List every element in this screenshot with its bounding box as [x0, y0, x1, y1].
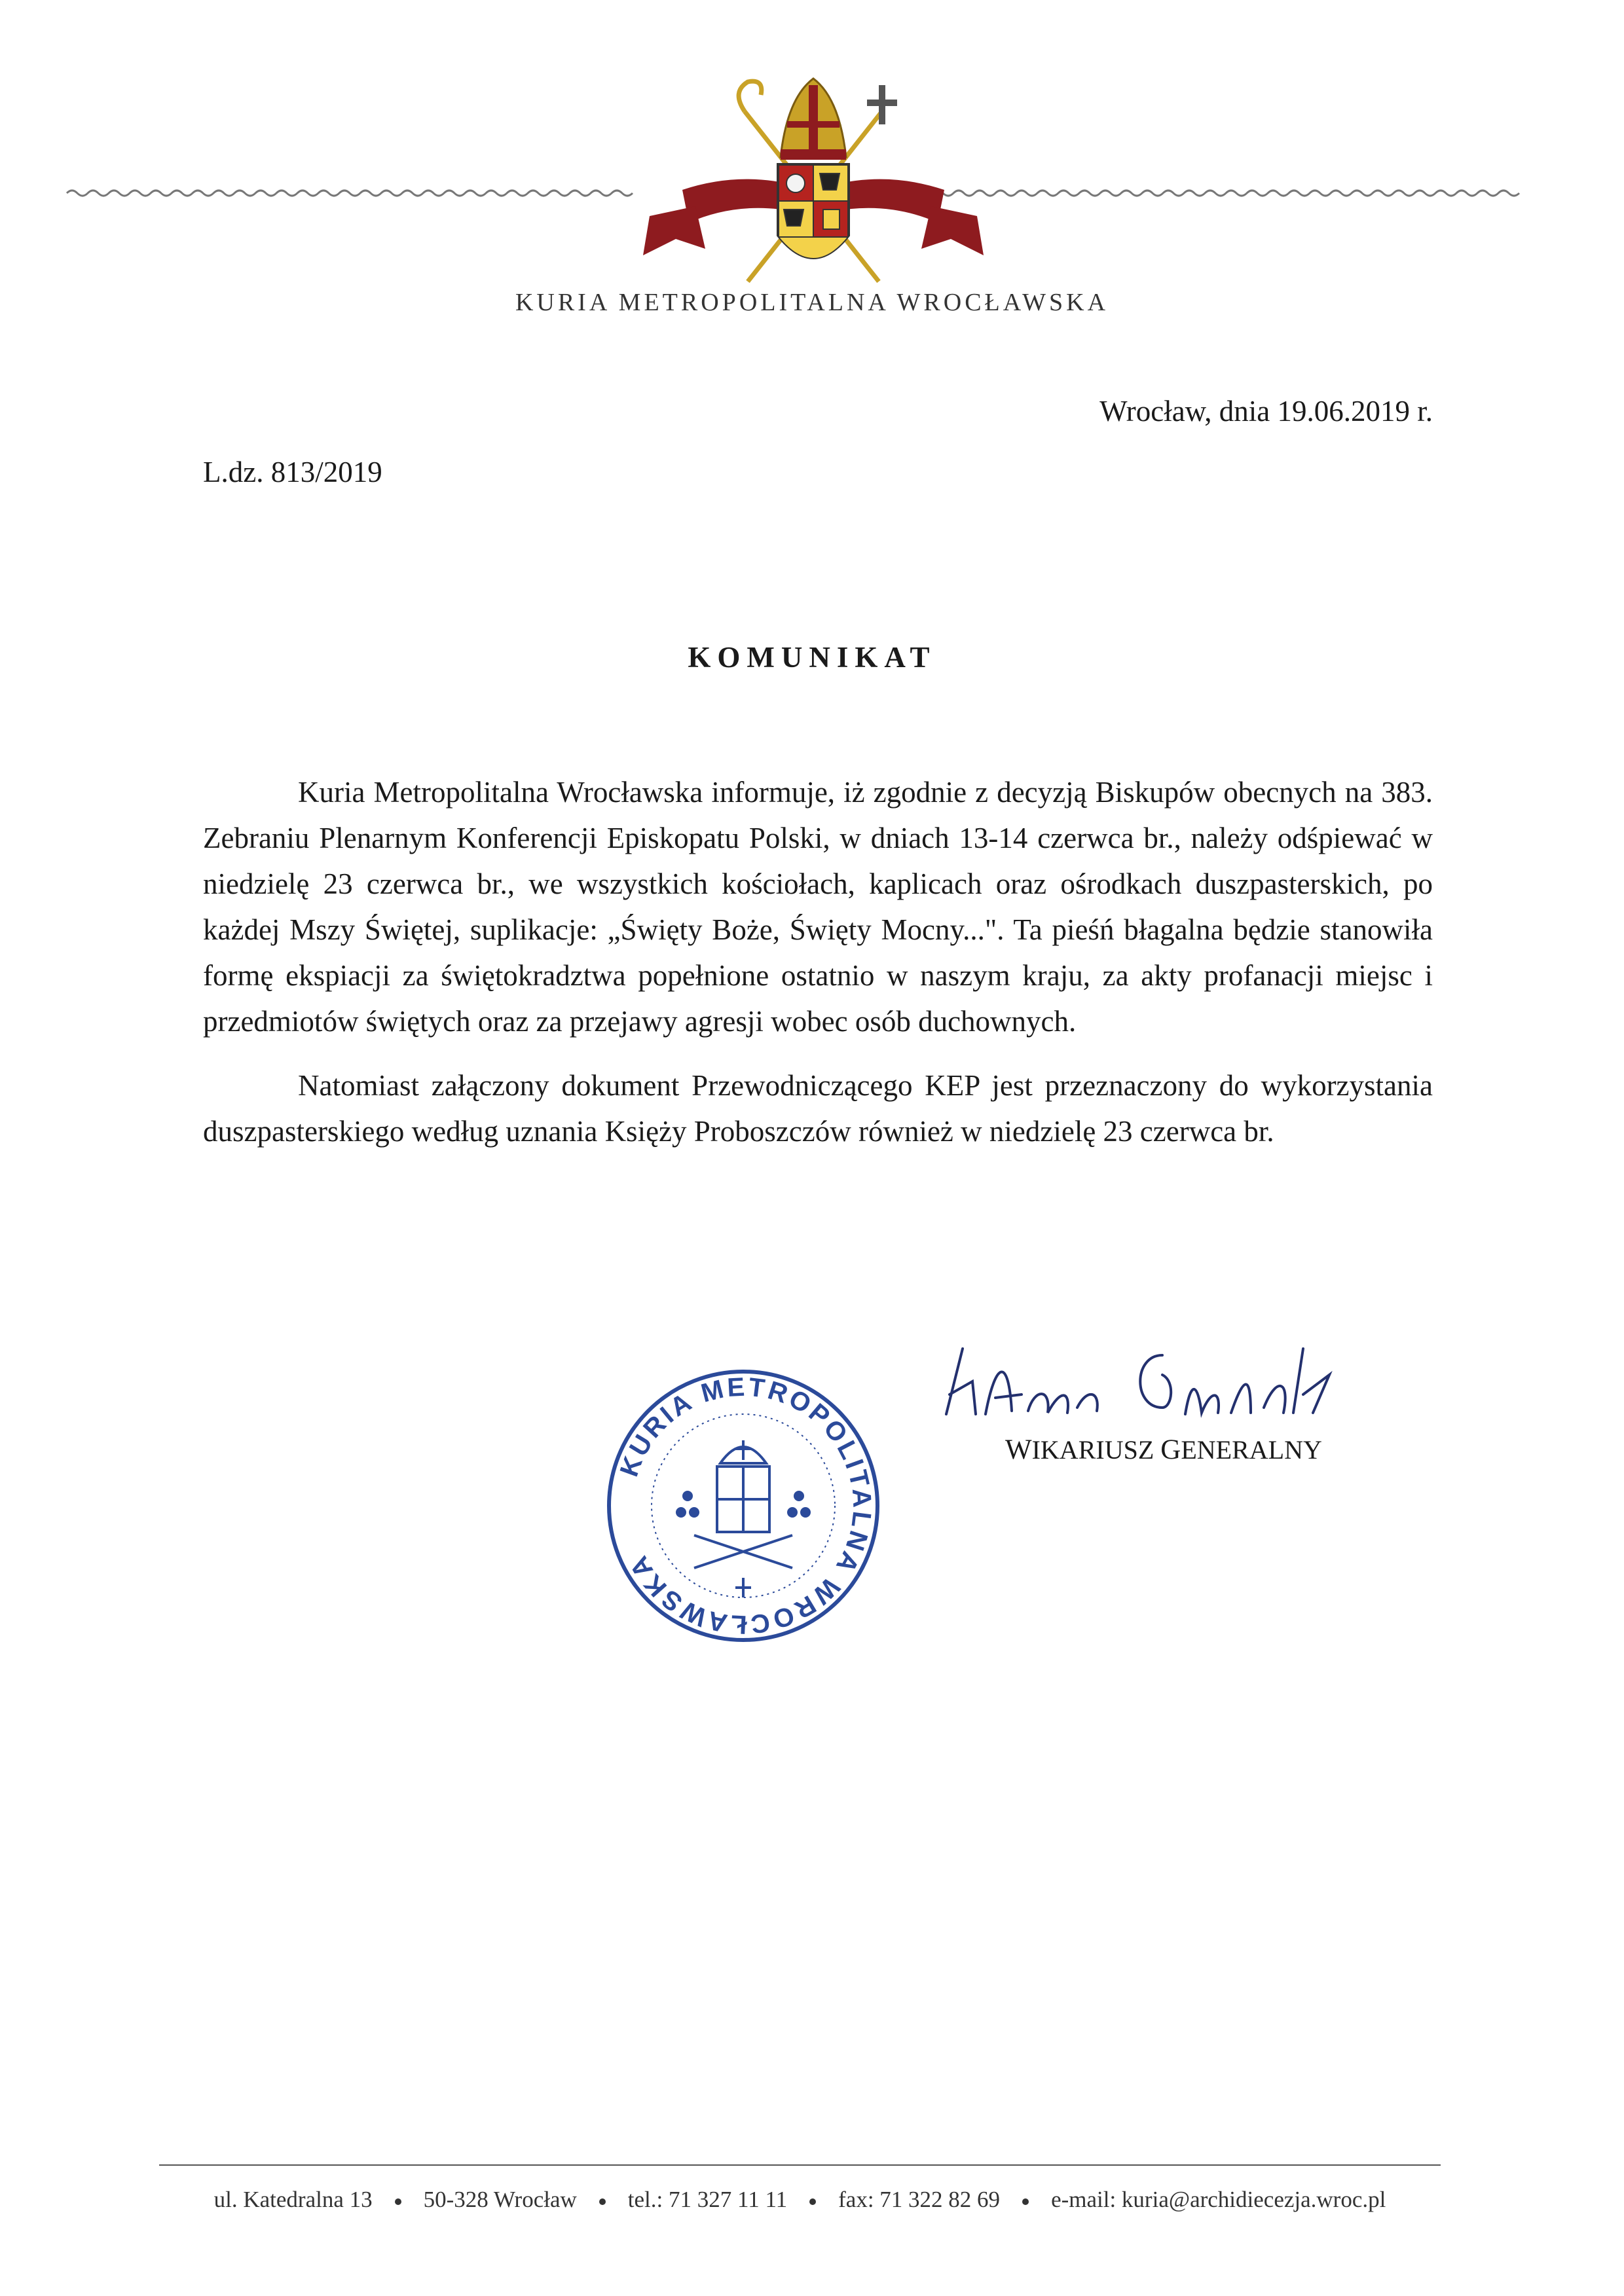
signer-title-rest-2: ENERALNY [1181, 1435, 1322, 1465]
footer-fax: fax: 71 322 82 69 [838, 2187, 1001, 2212]
seal-text: KURIA METROPOLITALNA WROCŁAWSKA [614, 1372, 877, 1639]
institution-name: KURIA METROPOLITALNA WROCŁAWSKA [515, 289, 1109, 316]
handwritten-signature [936, 1336, 1382, 1434]
footer-contact [159, 2187, 1441, 2213]
coat-of-arms-letterhead [60, 72, 1566, 288]
body-paragraph: Natomiast załączony dokument Przewodniczącego KEP jest przeznaczony do wykorzystania duszpasterskiego według uznania Księży Proboszczów również w niedzielę 23 czerwca br. [203, 1069, 1433, 1148]
signer-title [1005, 1434, 1322, 1466]
signer-title-initial-w: W [1005, 1434, 1032, 1465]
official-seal [602, 1365, 884, 1647]
bullet-icon [395, 2198, 401, 2205]
document-heading: KOMUNIKAT [688, 641, 936, 674]
document-body [203, 769, 1433, 1173]
rope-line-left [67, 191, 633, 196]
footer-email[interactable]: e-mail: kuria@archidiecezja.wroc.pl [1051, 2187, 1386, 2212]
signer-title-rest-1: IKARIUSZ [1031, 1435, 1161, 1465]
signer-title-initial-g: G [1160, 1434, 1181, 1465]
footer-address: ul. Katedralna 13 [213, 2187, 373, 2212]
place-and-date: Wrocław, dnia 19.06.2019 r. [1099, 395, 1433, 428]
mitre [781, 79, 846, 160]
footer-divider [159, 2164, 1441, 2166]
reference-number: L.dz. 813/2019 [203, 456, 382, 488]
footer-postal: 50-328 Wrocław [423, 2187, 577, 2212]
shield [777, 164, 849, 259]
seal-emblem [694, 1440, 792, 1597]
footer-phone: tel.: 71 327 11 11 [627, 2187, 788, 2212]
rope-line-right [912, 191, 1519, 196]
body-paragraph: Kuria Metropolitalna Wrocławska informuje, iż zgodnie z decyzją Biskupów obecnych na 383. Zebraniu Plenarnym Konferencji Episkopatu Polski, w dniach 13-14 czerwca br., należy odśpiewać w niedzielę 23 czerwca br., we wszystkich kościołach, kaplicach oraz ośrodkach duszpasterskich, po każdej Mszy Świętej, suplikacje: „Święty Boże, Święty Mocny...". Ta pieśń błagalna będzie stanowiła formę ekspiacji za świętokradztwa popełnione ostatnio w naszym kraju, za akty profanacji miejsc i przedmiotów świętych oraz za przejawy agresji wobec osób duchownych. [203, 776, 1433, 1038]
cross-top-right [867, 85, 897, 124]
bullet-icon [1022, 2198, 1029, 2205]
bullet-icon [599, 2198, 606, 2205]
bullet-icon [809, 2198, 816, 2205]
